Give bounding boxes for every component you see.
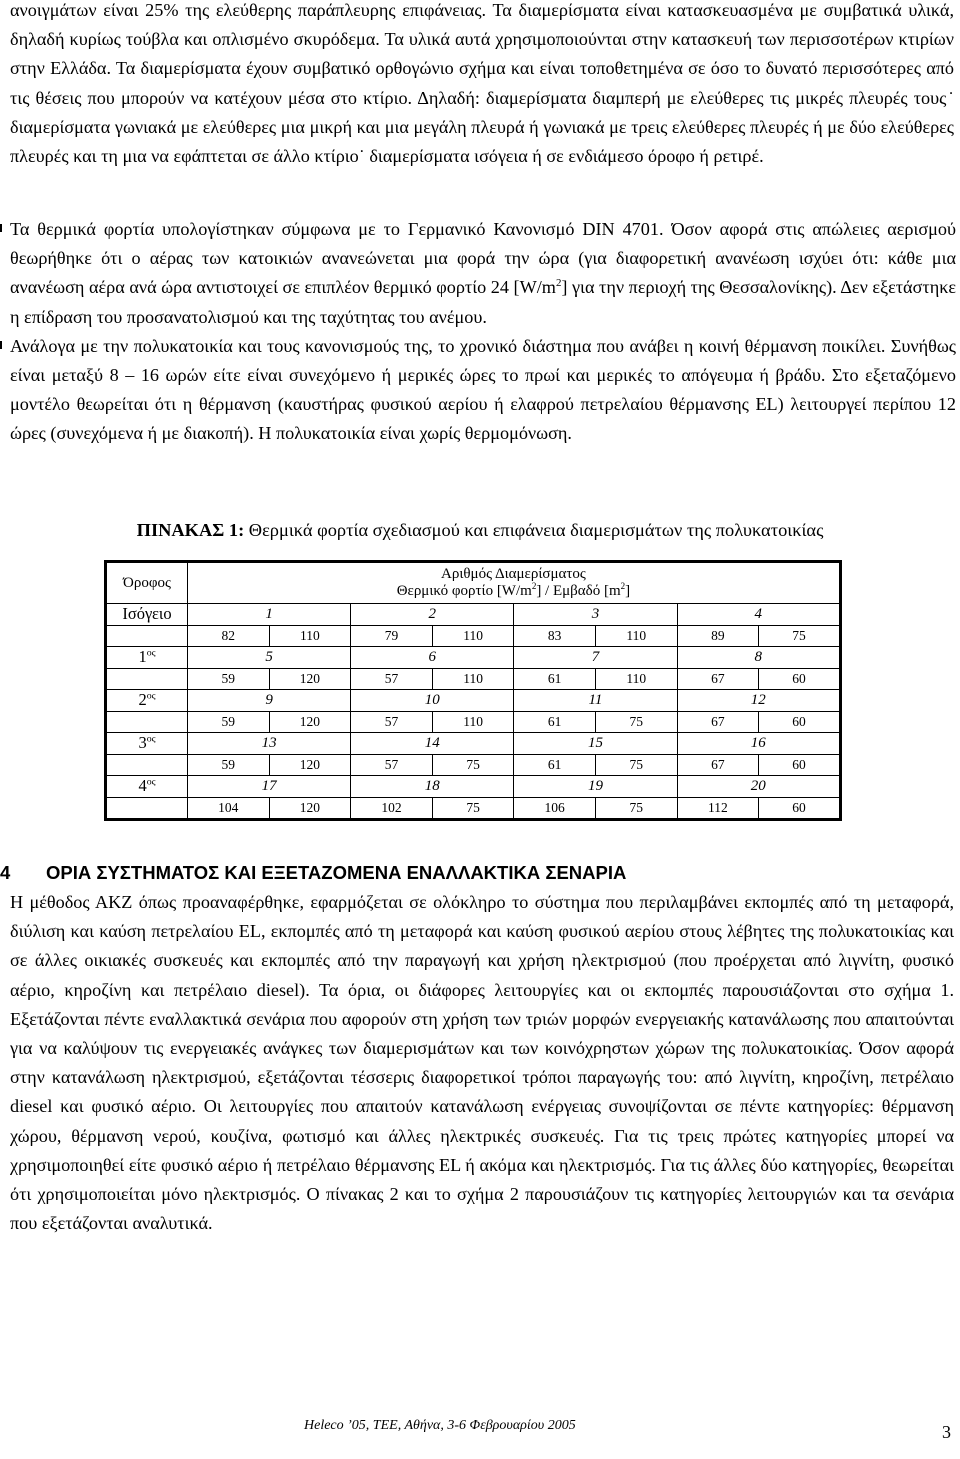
- empty-cell: [106, 797, 188, 820]
- apartment-number: 14: [351, 733, 514, 755]
- table-cell: 120: [269, 668, 351, 690]
- table-cell: 75: [595, 797, 677, 820]
- table-cell: 106: [514, 797, 596, 820]
- apartment-number: 11: [514, 690, 677, 712]
- table-cell: 79: [351, 625, 433, 647]
- bullet-list: [0, 215, 956, 449]
- table-cell: 110: [432, 711, 514, 733]
- table-cell: 67: [677, 754, 759, 776]
- apartment-number: 8: [677, 647, 840, 669]
- apartment-number: 13: [188, 733, 351, 755]
- table-row: [106, 668, 841, 690]
- table-row: [106, 776, 841, 798]
- intro-paragraph: ανοιγμάτων είναι 25% της ελεύθερης παράπλευρης επιφάνειας. Τα διαμερίσματα είναι κατασκευασμένα με συμβατικά υλικά, δηλαδή κυρίως τούβλα και οπλισμένο σκυρόδεμα. Τα υλικά αυτά χρησιμοποιούνται στην κατασκευή των περισσοτέρων κτιρίων στην Ελλάδα. Τα διαμερίσματα έχουν συμβατικό ορθογώνιο σχήμα και είναι τοποθετημένα σε όσο το δυνατό περισσότερες από τις θέσεις που μπορούν να κατέχουν μέσα στο κτίριο. Δηλαδή: διαμερίσματα διαμπερή με ελεύθερες τις μικρές πλευρές τους˙ διαμερίσματα γωνιακά με ελεύθερες μια μικρή και μια μεγάλη πλευρά ή γωνιακά με τρεις ελεύθερες πλευρές ή με δύο ελεύθερες πλευρές και τη μια να εφάπτεται σε άλλο κτίριο˙ διαμερίσματα ισόγεια ή σε ενδιάμεσο όροφο ή ρετιρέ.: [10, 0, 954, 167]
- apartment-number: 1: [188, 604, 351, 626]
- table-cell: 120: [269, 797, 351, 820]
- apartment-number: 18: [351, 776, 514, 798]
- apartment-number: 2: [351, 604, 514, 626]
- table-cell: 61: [514, 668, 596, 690]
- table-container: [104, 560, 839, 821]
- table-cell: 83: [514, 625, 596, 647]
- table-cell: 60: [759, 797, 841, 820]
- table-cell: 60: [759, 668, 841, 690]
- table-cell: 110: [269, 625, 351, 647]
- table-row: [106, 647, 841, 669]
- table-cell: 57: [351, 711, 433, 733]
- header-apartments: Αριθμός Διαμερίσματος Θερμικό φορτίο $[W/m^2]$ / Εμβαδό $[m^2]$: [188, 562, 841, 604]
- table-cell: 75: [432, 754, 514, 776]
- thermal-loads-table: [104, 560, 842, 821]
- table-cell: 112: [677, 797, 759, 820]
- bullet-text: Ανάλογα με την πολυκατοικία και τους κανονισμούς της, το χρονικό διάστημα που ανάβει η κοινή θέρμανση ποικίλει. Συνήθως είναι μεταξύ 8 – 16 ωρών είτε είναι συνεχόμενο ή μερικές ώρες το πρωί και μερικές το απόγευμα ή βράδυ. Στο εξεταζόμενο μοντέλο θεωρείται ότι η θέρμανση (καυστήρας φυσικού αερίου ή ελαφρού πετρελαίου θέρμανσης EL) λειτουργεί περίπου 12 ώρες (συνεχόμενα ή με διακοπή). Η πολυκατοικία είναι χωρίς θερμομόνωση.: [10, 335, 956, 444]
- table-cell: 67: [677, 668, 759, 690]
- table-row: [106, 625, 841, 647]
- table-row: [106, 754, 841, 776]
- table-cell: 75: [595, 754, 677, 776]
- table-cell: 60: [759, 754, 841, 776]
- apartment-number: 4: [677, 604, 840, 626]
- table-cell: 67: [677, 711, 759, 733]
- apartment-number: 19: [514, 776, 677, 798]
- table-cell: 75: [595, 711, 677, 733]
- table-cell: 59: [188, 711, 270, 733]
- table-cell: 59: [188, 754, 270, 776]
- table-row: [106, 604, 841, 626]
- floor-label: $3^{o\varsigma}$: [106, 733, 188, 755]
- bullet-item-heating: [0, 332, 956, 449]
- empty-cell: [106, 625, 188, 647]
- table-cell: 60: [759, 711, 841, 733]
- page-number: 3: [942, 1422, 951, 1442]
- empty-cell: [106, 754, 188, 776]
- apartment-number: 7: [514, 647, 677, 669]
- floor-label: $4^{o\varsigma}$: [106, 776, 188, 798]
- table-cell: 110: [432, 668, 514, 690]
- bullet-text: Τα θερμικά φορτία υπολογίστηκαν σύμφωνα με το Γερμανικό Κανονισμό DIN 4701. Όσον αφορά στις απώλειες αερισμού θεωρήθηκε ότι ο αέρας των κατοικιών ανανεώνεται μια φορά την ώρα (για διαφορετική ανανέωση ισχύει ότι: κάθε μια ανανέωση αέρα ανά ώρα αντιστοιχεί σε επιπλέον θερμικό φορτίο 24 $[W/m^2]$ για την περιοχή της Θεσσαλονίκης). Δεν εξετάστηκε η επίδραση του προσανατολισμού και της ταχύτητας του ανέμου.: [10, 219, 957, 327]
- square-bullet-icon: [0, 224, 2, 232]
- floor-label: $1^{o\varsigma}$: [106, 647, 188, 669]
- apartment-number: 15: [514, 733, 677, 755]
- table-cell: 57: [351, 668, 433, 690]
- square-bullet-icon: [0, 341, 2, 349]
- table-cell: 57: [351, 754, 433, 776]
- table-row: [106, 690, 841, 712]
- apartment-number: 5: [188, 647, 351, 669]
- table-cell: 59: [188, 668, 270, 690]
- empty-cell: [106, 711, 188, 733]
- floor-label: $2^{o\varsigma}$: [106, 690, 188, 712]
- table-cell: 110: [595, 625, 677, 647]
- table-cell: 75: [759, 625, 841, 647]
- table-cell: 120: [269, 711, 351, 733]
- table-row: [106, 711, 841, 733]
- page-footer: Heleco ’05, ΤΕΕ, Αθήνα, 3-6 Φεβρουαρίου 2005: [304, 1418, 576, 1433]
- table-row: [106, 797, 841, 820]
- table-cell: 104: [188, 797, 270, 820]
- section-body-paragraph: Η μέθοδος ΑΚΖ όπως προαναφέρθηκε, εφαρμόζεται σε ολόκληρο το σύστημα που περιλαμβάνει εκπομπές από τη μεταφορά, διύλιση και καύση πετρελαίου EL, εκπομπές από τη μεταφορά και καύση φυσικού αερίου στους λέβητες της πολυκατοικίας και σε άλλες οικιακές συσκευές και εκπομπές από την παραγωγή και χρήση ηλεκτρισμού (που προέρχεται από λιγνίτη, φυσικό αέριο, κηροζίνη και πετρέλαιο diesel). Τα όρια, οι διάφορες λειτουργίες και οι εκπομπές παρουσιάζονται στο σχήμα 1. Εξετάζονται πέντε εναλλακτικά σενάρια που αφορούν στη χρήση των τριών μορφών ενεργειακής κατανάλωσης που απαιτούνται για να καλύψουν τις ενεργειακές ανάγκες των διαμερισμάτων και των κοινόχρηστων χώρων της πολυκατοικίας. Όσον αφορά στην κατανάλωση ηλεκτρισμού, εξετάζονται τέσσερις διαφορετικοί τρόποι παραγωγής του: από λιγνίτη, κηροζίνη, πετρέλαιο diesel και φυσικό αέριο. Οι λειτουργίες που απαιτούν κατανάλωση ενέργειας συνοψίζονται σε πέντε κατηγορίες: θέρμανση χώρου, θέρμανση νερού, κουζίνα, φωτισμό και άλλες ηλεκτρικές συσκευές. Για τις τρεις πρώτες κατηγορίες μπορεί να χρησιμοποιηθεί είτε φυσικό αέριο ή πετρέλαιο θέρμανσης EL ή ακόμα και ηλεκτρισμός. Για τις άλλες δύο κατηγορίες, θεωρείται ότι χρησιμοποιείται μόνο ηλεκτρισμός. Ο πίνακας 2 και το σχήμα 2 παρουσιάζουν τις κατηγορίες λειτουργιών και τα σενάρια που εξετάζονται αναλυτικά.: [10, 892, 954, 1234]
- apartment-number: 20: [677, 776, 840, 798]
- table-cell: 110: [595, 668, 677, 690]
- apartment-number: 17: [188, 776, 351, 798]
- table-caption: ΠΙΝΑΚΑΣ 1: Θερμικά φορτία σχεδιασμού και επιφάνεια διαμερισμάτων της πολυκατοικίας: [136, 520, 824, 540]
- table-cell: 82: [188, 625, 270, 647]
- apartment-number: 10: [351, 690, 514, 712]
- table-cell: 89: [677, 625, 759, 647]
- table-cell: 75: [432, 797, 514, 820]
- apartment-number: 16: [677, 733, 840, 755]
- floor-label: Ισόγειο: [106, 604, 188, 626]
- apartment-number: 3: [514, 604, 677, 626]
- section-heading: 4 ΟΡΙΑ ΣΥΣΤΗΜΑΤΟΣ ΚΑΙ ΕΞΕΤΑΖΟΜΕΝΑ ΕΝΑΛΛΑΚΤΙΚΑ ΣΕΝΑΡΙΑ: [0, 862, 627, 883]
- table-row: [106, 733, 841, 755]
- table-cell: 61: [514, 711, 596, 733]
- table-body: [106, 604, 841, 820]
- table-cell: 102: [351, 797, 433, 820]
- empty-cell: [106, 668, 188, 690]
- table-cell: 61: [514, 754, 596, 776]
- bullet-item-loads: [0, 215, 956, 332]
- apartment-number: 9: [188, 690, 351, 712]
- header-floor: Όροφος: [106, 562, 188, 604]
- apartment-number: 12: [677, 690, 840, 712]
- table-cell: 110: [432, 625, 514, 647]
- apartment-number: 6: [351, 647, 514, 669]
- table-cell: 120: [269, 754, 351, 776]
